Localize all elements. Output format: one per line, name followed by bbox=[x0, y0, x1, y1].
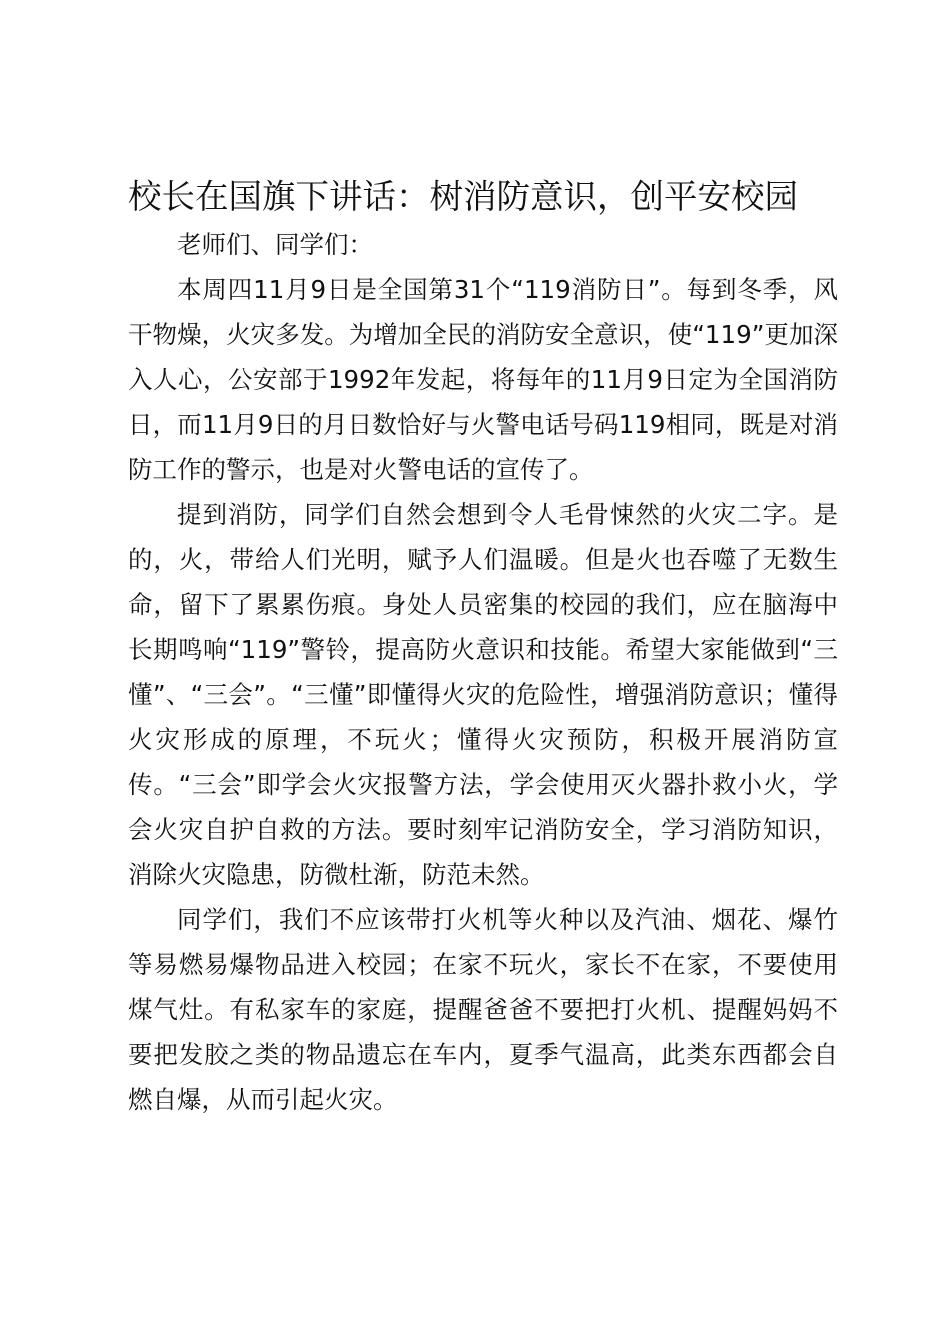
body-paragraph-fire-safety: 提到消防，同学们自然会想到令人毛骨悚然的火灾二字。是的，火，带给人们光明，赋予人们温暖。但是火也吞噬了无数生命，留下了累累伤痕。身处人员密集的校园的我们，应在脑海中长期鸣响“119”警铃，提高防火意识和技能。希望大家能做到“三懂”、“三会”。“三懂”即懂得火灾的危险性，增强消防意识；懂得火灾形成的原理，不玩火；懂得火灾预防，积极开展消防宣传。“三会”即学会火灾报警方法，学会使用灭火器扑救小火，学会火灾自护自救的方法。要时刻牢记消防安全，学习消防知识，消除火灾隐患，防微杜渐，防范未然。 bbox=[128, 500, 838, 889]
document-page bbox=[128, 172, 838, 1122]
greeting-paragraph: 老师们、同学们： bbox=[177, 230, 373, 259]
body-paragraph-fire-day: 本周四11月9日是全国第31个“119消防日”。每到冬季，风干物燥，火灾多发。为增加全民的消防安全意识，使“119”更加深入人心，公安部于1992年发起，将每年的11月9日定为全国消防日，而11月9日的月日数恰好与火警电话号码119相同，既是对消防工作的警示，也是对火警电话的宣传了。 bbox=[128, 275, 838, 484]
document-title: 校长在国旗下讲话：树消防意识，创平安校园 bbox=[128, 177, 798, 216]
body-paragraph-advice: 同学们，我们不应该带打火机等火种以及汽油、烟花、爆竹等易燃易爆物品进入校园；在家不玩火，家长不在家，不要使用煤气灶。有私家车的家庭，提醒爸爸不要把打火机、提醒妈妈不要把发胶之类的物品遗忘在车内，夏季气温高，此类东西都会自燃自爆，从而引起火灾。 bbox=[128, 905, 838, 1114]
